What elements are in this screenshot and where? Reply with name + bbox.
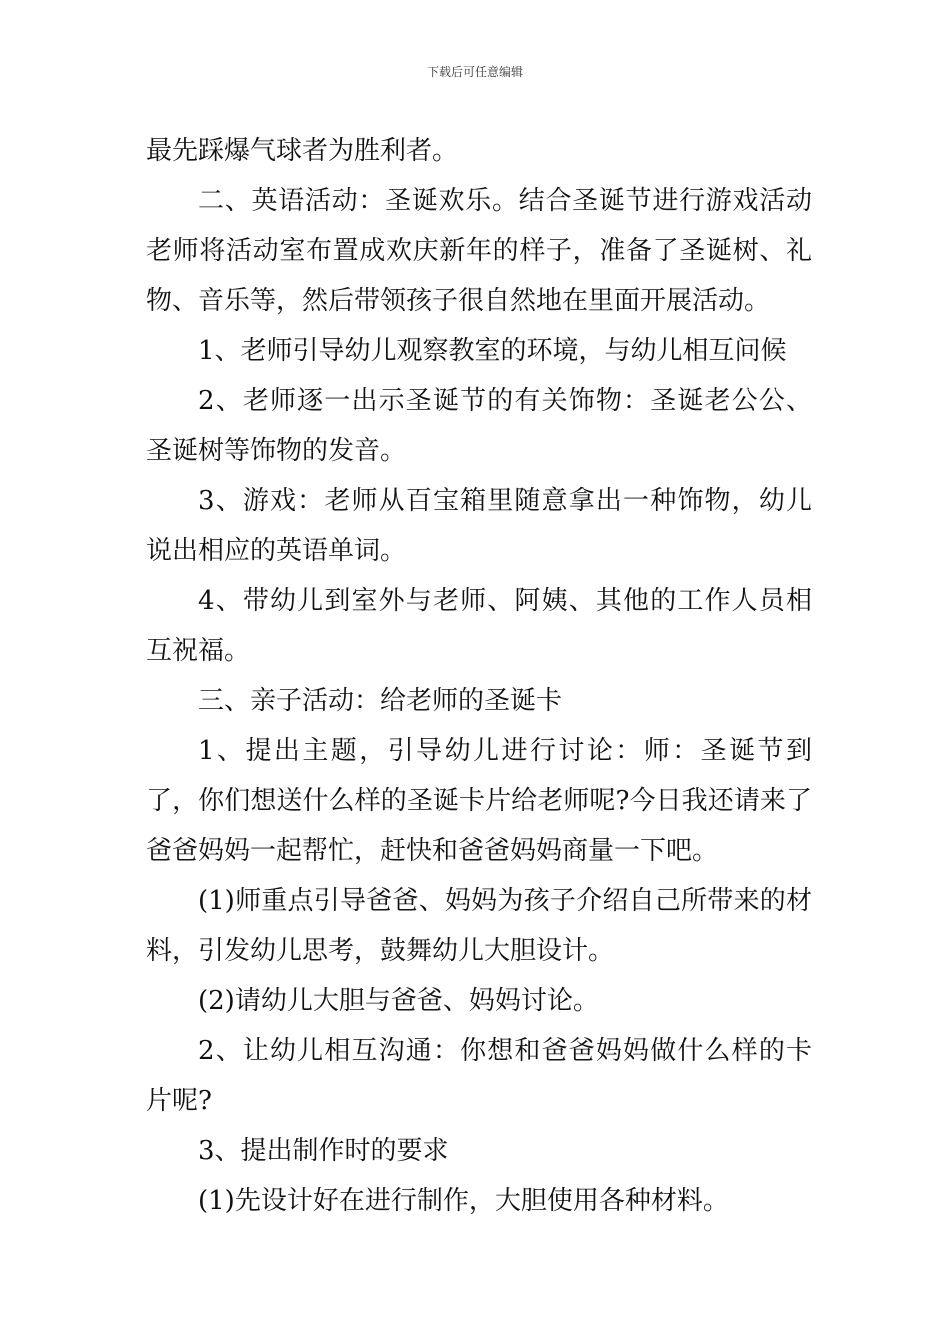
section-heading: 三、亲子活动：给老师的圣诞卡 [198, 686, 563, 716]
paragraph: 2、老师逐一出示圣诞节的有关饰物：圣诞老公公、圣诞树等饰物的发音。 [146, 386, 812, 466]
paragraph: 2、让幼儿相互沟通：你想和爸爸妈妈做什么样的卡片呢? [146, 1036, 812, 1116]
paragraph: 1、老师引导幼儿观察教室的环境，与幼儿相互问候 [198, 336, 787, 366]
paragraph: (1)师重点引导爸爸、妈妈为孩子介绍自己所带来的材料，引发幼儿思考，鼓舞幼儿大胆设计。 [146, 886, 812, 966]
paragraph: 1、提出主题，引导幼儿进行讨论：师：圣诞节到了，你们想送什么样的圣诞卡片给老师呢?今日我还请来了爸爸妈妈一起帮忙，赶快和爸爸妈妈商量一下吧。 [146, 736, 812, 866]
document-body [146, 126, 812, 1226]
page-header: 下载后可任意编辑 [426, 65, 523, 79]
paragraph: 二、英语活动：圣诞欢乐。结合圣诞节进行游戏活动老师将活动室布置成欢庆新年的样子，准备了圣诞树、礼物、音乐等，然后带领孩子很自然地在里面开展活动。 [146, 186, 812, 316]
paragraph: (1)先设计好在进行制作，大胆使用各种材料。 [198, 1186, 729, 1216]
paragraph: 4、带幼儿到室外与老师、阿姨、其他的工作人员相互祝福。 [146, 586, 812, 666]
paragraph: (2)请幼儿大胆与爸爸、妈妈讨论。 [198, 986, 599, 1016]
paragraph: 3、游戏：老师从百宝箱里随意拿出一种饰物，幼儿说出相应的英语单词。 [146, 486, 812, 566]
paragraph: 3、提出制作时的要求 [198, 1136, 449, 1166]
paragraph: 最先踩爆气球者为胜利者。 [146, 136, 459, 166]
